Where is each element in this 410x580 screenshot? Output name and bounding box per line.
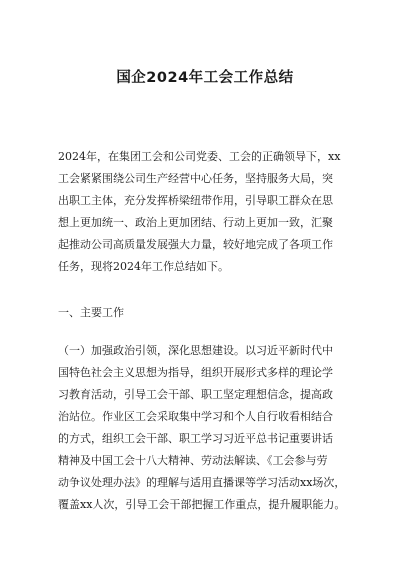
document-title: 国企2024年工会工作总结 xyxy=(116,70,294,86)
paragraph-line: 起推动公司高质量发展强大力量，较好地完成了各项工作 xyxy=(58,238,333,251)
paragraph-line: 精神及中国工会十八大精神、劳动法解读、《工会参与劳 xyxy=(58,454,328,467)
paragraph-line: 习教育活动，引导工会干部、职工坚定理想信念，提高政 xyxy=(58,388,333,401)
intro-paragraph xyxy=(58,146,350,278)
paragraph-line: （一）加强政治引领，深化思想建设。以习近平新时代中 xyxy=(58,344,333,357)
paragraph-line: 国特色社会主义思想为指导，组织开展形式多样的理论学 xyxy=(58,366,333,379)
paragraph-line: 想上更加统一、政治上更加团结、行动上更加一致，汇聚 xyxy=(58,216,333,229)
paragraph-line: 2024年，在集团工会和公司党委、工会的正确领导下，xx xyxy=(58,150,341,163)
paragraph-line: 治站位。作业区工会采取集中学习和个人自行收看相结合 xyxy=(58,410,333,423)
paragraph-line: 出职工主体，充分发挥桥梁纽带作用，引导职工群众在思 xyxy=(58,194,333,207)
paragraph-line: 的方式，组织工会干部、职工学习习近平总书记重要讲话 xyxy=(58,432,333,445)
section-paragraph xyxy=(58,340,350,516)
paragraph-line: 动争议处理办法》的理解与适用直播课等学习活动xx场次， xyxy=(58,476,346,489)
paragraph-line: 工会紧紧围绕公司生产经营中心任务，坚持服务大局，突 xyxy=(58,172,333,185)
section-heading: 一、主要工作 xyxy=(58,306,124,319)
paragraph-line: 覆盖xx人次，引导工会干部把握工作重点，提升履职能力。 xyxy=(58,498,346,511)
paragraph-line: 任务，现将2024年工作总结如下。 xyxy=(58,260,229,273)
